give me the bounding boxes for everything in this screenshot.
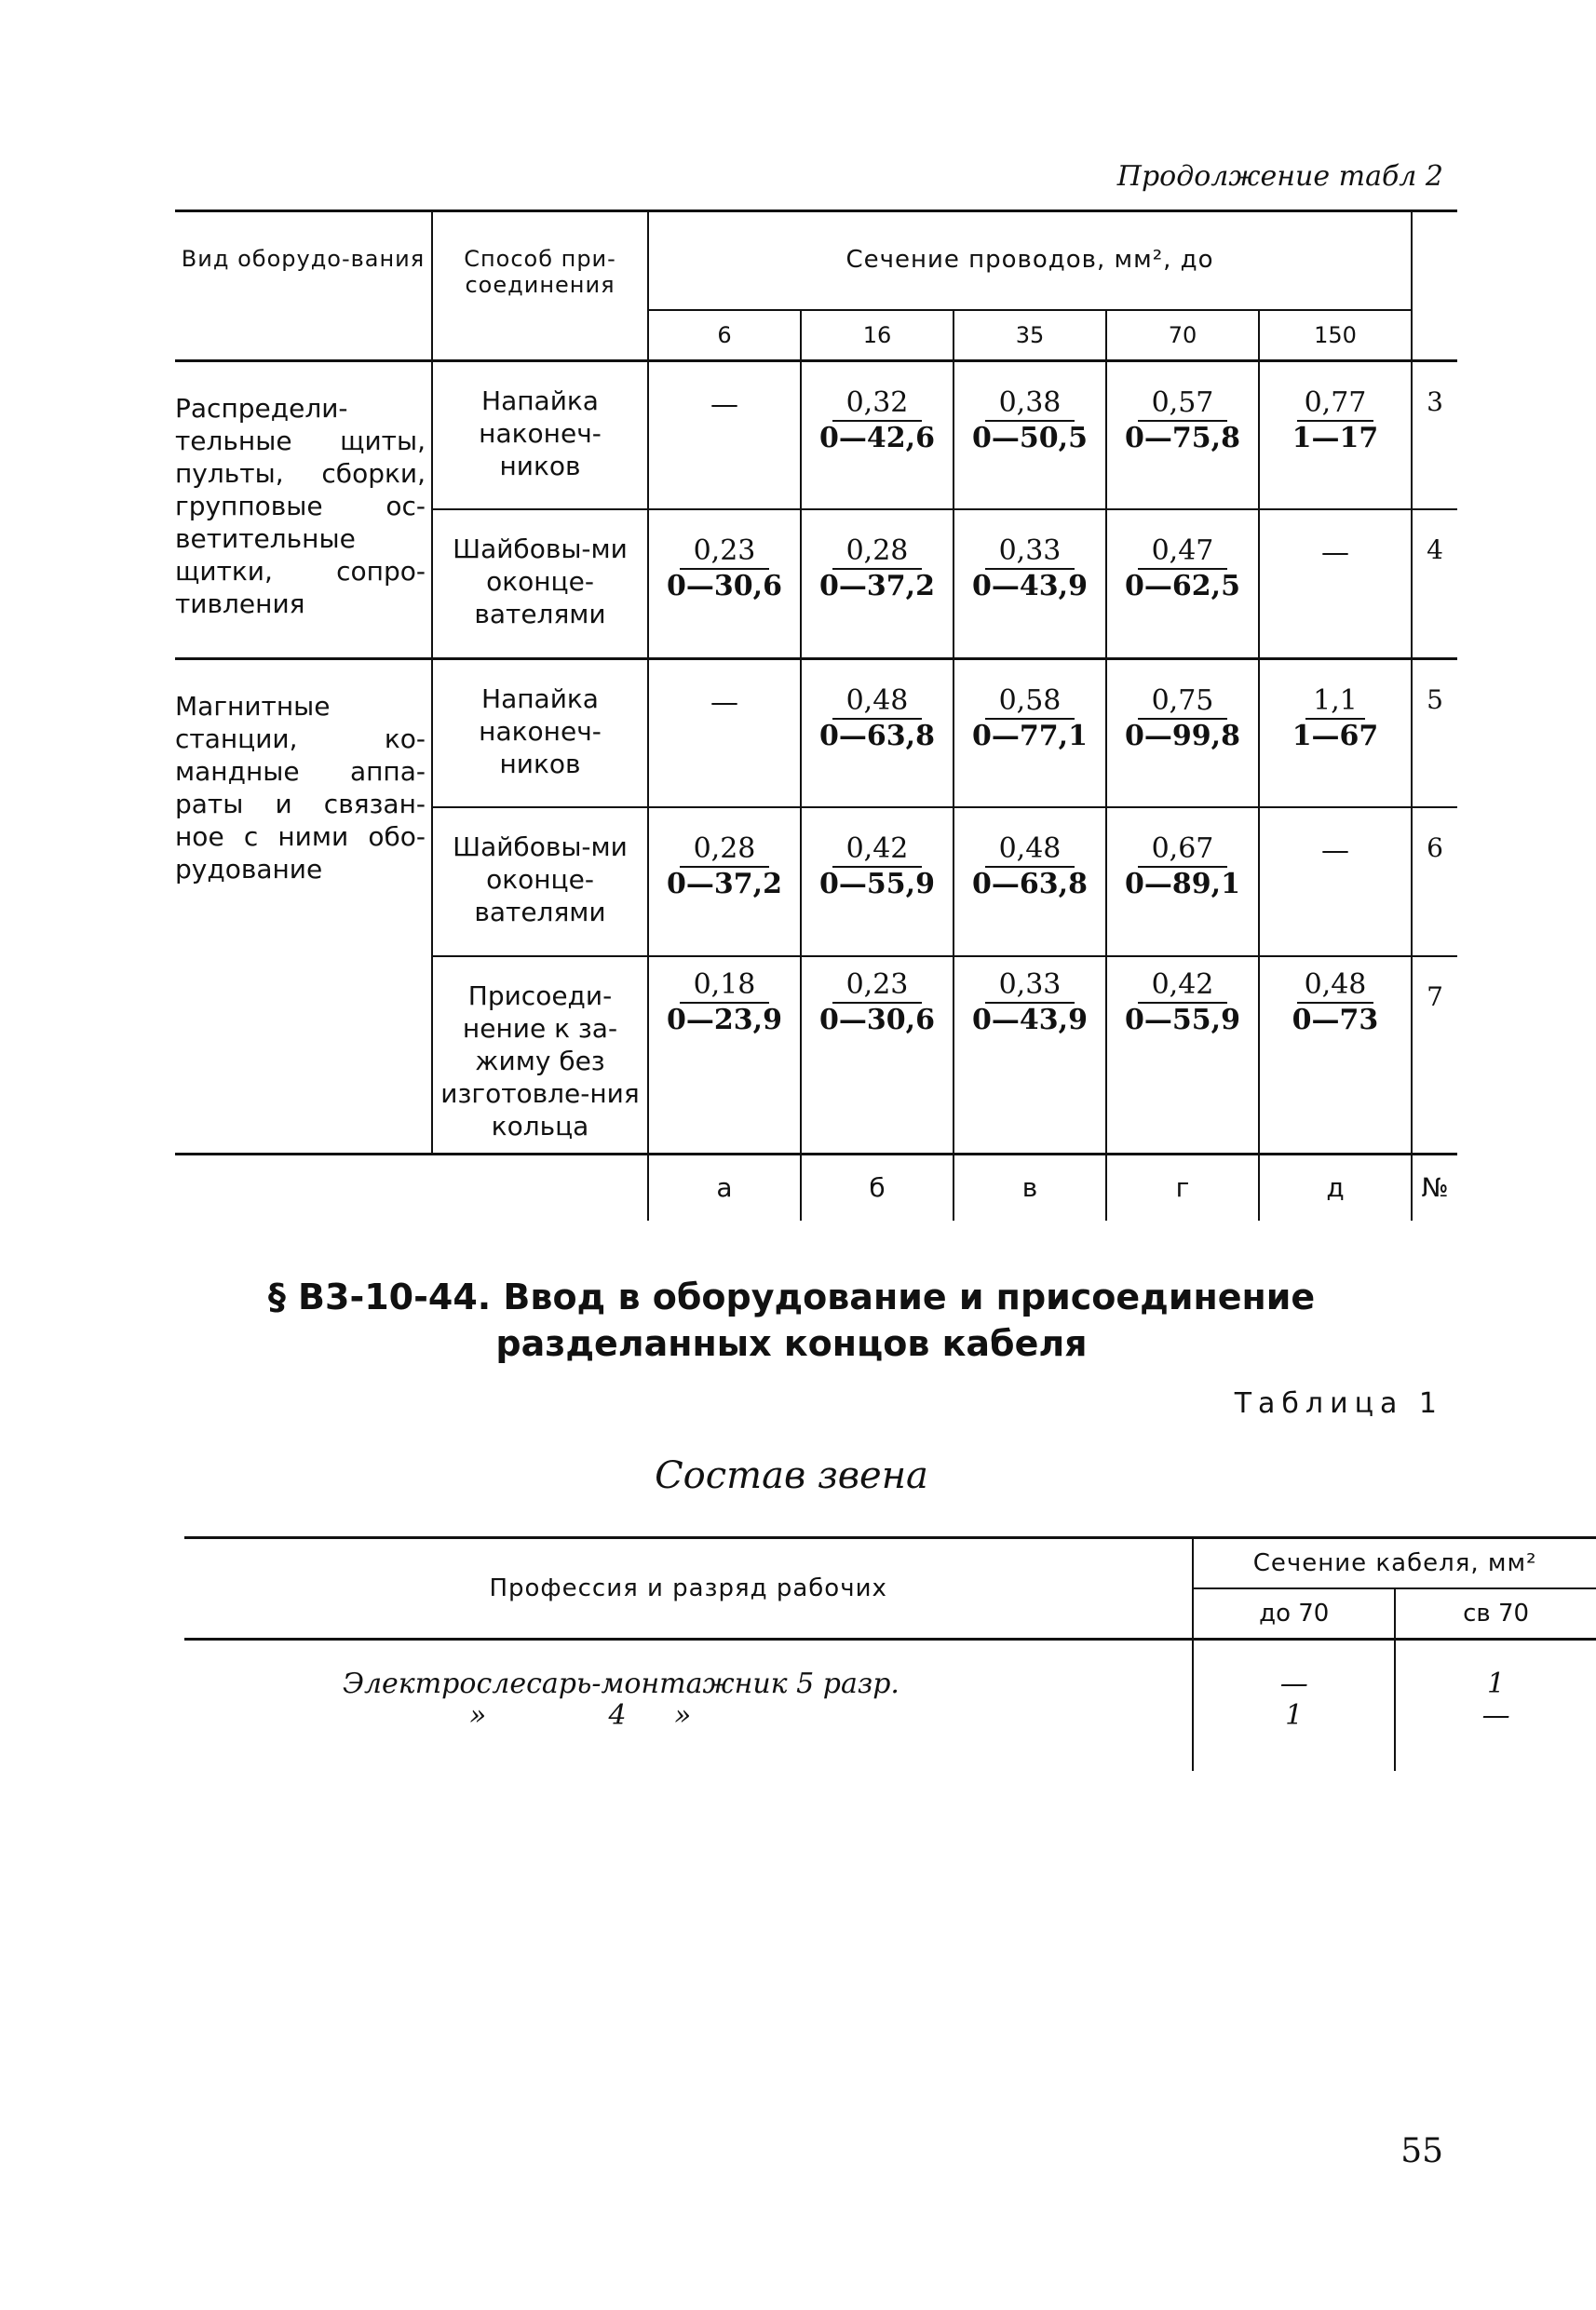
page-number: 55 [1400,2132,1443,2170]
profession-cell [184,1640,1193,1772]
value-cell: $\frac{0,42}{0—55,9}$ [1106,956,1259,1154]
value-cell: — [648,360,801,509]
count-over-70: 1 — [1395,1640,1596,1772]
value-cell: $\frac{0,67}{0—89,1}$ [1106,807,1259,956]
table-2-continuation [175,209,1457,1221]
footer-empty-cell [175,1154,432,1221]
section-title-line-1: § В3-10-44. Ввод в оборудование и присоединение [267,1277,1316,1317]
value-cell: $\frac{0,23}{0—30,6}$ [648,509,801,658]
value-cell: $\frac{0,42}{0—55,9}$ [801,807,954,956]
header-wire-section: Сечение проводов, мм², до [648,211,1412,310]
value-cell: $\frac{0,28}{0—37,2}$ [648,807,801,956]
section-title [186,1274,1397,1367]
header-connection: Способ при-соединения [432,211,648,361]
value-cell: $\frac{0,57}{0—75,8}$ [1106,360,1259,509]
value-cell: $\frac{0,58}{0—77,1}$ [954,658,1106,807]
table-1-label: Таблица 1 [1234,1387,1443,1420]
connection-method: Напайка наконеч-ников [432,658,648,807]
equipment-magnetic-stations: Магнитные станции, ко-мандные аппа-раты и связан-ное с ними обо-рудование [175,658,432,1154]
column-letter: г [1106,1154,1259,1221]
header-cable-section: Сечение кабеля, мм² [1193,1538,1596,1589]
section-6: 6 [648,310,801,361]
table-header-row [175,211,1457,310]
value-cell: $\frac{0,23}{0—30,6}$ [801,956,954,1154]
row-number: 5 [1412,658,1457,807]
connection-method: Шайбовы-ми оконце-вателями [432,509,648,658]
value-cell: $\frac{0,47}{0—62,5}$ [1106,509,1259,658]
row-number: 6 [1412,807,1457,956]
value-cell: $\frac{0,48}{0—63,8}$ [801,658,954,807]
profession-grade-5: Электрослесарь-монтажник 5 разр. [343,1668,899,1700]
header-up-to-70: до 70 [1193,1588,1395,1640]
header-over-70: св 70 [1395,1588,1596,1640]
value-cell: $\frac{0,38}{0—50,5}$ [954,360,1106,509]
value-cell: $\frac{0,77}{1—17}$ [1259,360,1412,509]
value-cell: $\frac{0,48}{0—63,8}$ [954,807,1106,956]
table-row [184,1640,1596,1772]
section-35: 35 [954,310,1106,361]
section-70: 70 [1106,310,1259,361]
header-profession: Профессия и разряд рабочих [184,1538,1193,1640]
column-letters-row [175,1154,1457,1221]
connection-method: Напайка наконеч-ников [432,360,648,509]
value-cell: — [1259,509,1412,658]
table-header-row [184,1538,1596,1589]
row-number: 7 [1412,956,1457,1154]
equipment-distribution-boards: Распредели-тельные щиты, пульты, сборки, групповые ос-ветительные щитки, сопро-тивления [175,360,432,658]
connection-method: Присоеди-нение к за-жиму без изготовле-ния кольца [432,956,648,1154]
section-16: 16 [801,310,954,361]
section-title-line-2: разделанных концов кабеля [495,1323,1088,1364]
value-cell: $\frac{0,33}{0—43,9}$ [954,509,1106,658]
table-1-title: Состав звена [655,1454,928,1497]
header-no-cell [1412,211,1457,361]
column-letter: а [648,1154,801,1221]
value-cell: $\frac{0,18}{0—23,9}$ [648,956,801,1154]
row-number: 4 [1412,509,1457,658]
continuation-label: Продолжение табл 2 [1116,160,1443,193]
value-cell: — [1259,807,1412,956]
value-cell: $\frac{0,32}{0—42,6}$ [801,360,954,509]
crew-composition-table [184,1536,1596,1771]
column-letter: б [801,1154,954,1221]
table-row [175,360,1457,509]
number-sign: № [1412,1154,1457,1221]
connection-method: Шайбовы-ми оконце-вателями [432,807,648,956]
value-cell: $\frac{0,48}{0—73}$ [1259,956,1412,1154]
header-equipment: Вид оборудо-вания [175,211,432,361]
table-row [175,658,1457,807]
value-cell: $\frac{0,28}{0—37,2}$ [801,509,954,658]
value-cell: $\frac{0,33}{0—43,9}$ [954,956,1106,1154]
value-cell: — [648,658,801,807]
section-150: 150 [1259,310,1412,361]
value-cell: $\frac{1,1}{1—67}$ [1259,658,1412,807]
row-number: 3 [1412,360,1457,509]
column-letter: в [954,1154,1106,1221]
footer-empty-cell [432,1154,648,1221]
profession-grade-4: » 4 » [468,1699,692,1732]
count-up-to-70: — 1 [1193,1640,1395,1772]
column-letter: д [1259,1154,1412,1221]
value-cell: $\frac{0,75}{0—99,8}$ [1106,658,1259,807]
